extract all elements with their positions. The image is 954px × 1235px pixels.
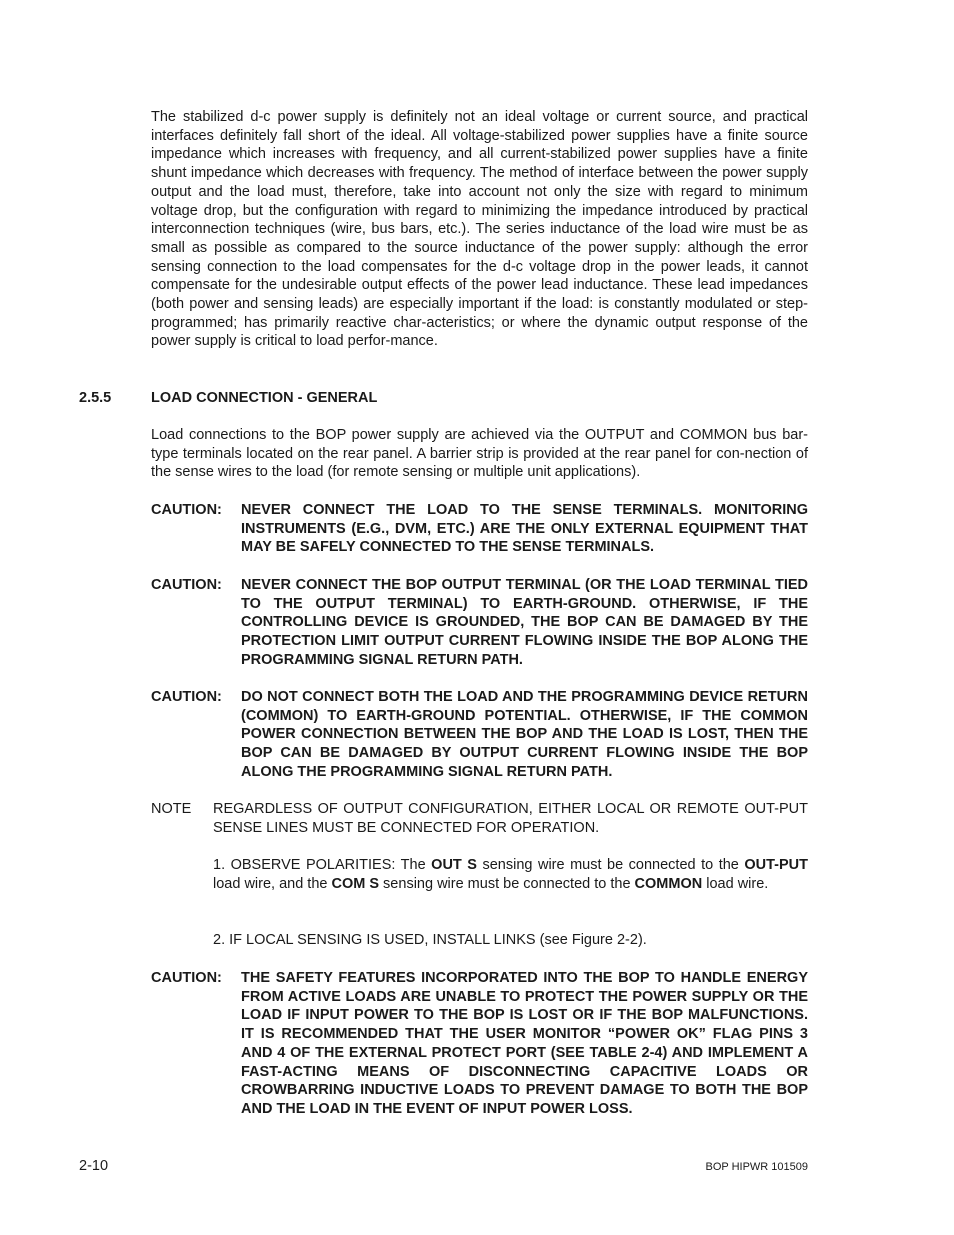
caution-text: NEVER CONNECT THE LOAD TO THE SENSE TERMINALS. MONITORING INSTRUMENTS (E.G., DVM, ETC.) ARE THE ONLY EXTERNAL EQUIPMENT THAT MAY BE SAFELY CONNECTED TO THE SENSE TERMINALS. [241,502,808,556]
note-label: NOTE [151,801,192,817]
page-number: 2-10 [79,1158,109,1174]
caution-label: CAUTION: [151,970,222,986]
intro-paragraph: The stabilized d-c power supply is definitely not an ideal voltage or current source, and practical interfaces definitely fall short of the ideal. All voltage-stabilized power supplies have a finite source impedance which increases with frequency, and all current-stabilized power supplies have a finite shunt impedance which decreases with frequency. The method of interface between the power supply output and the load must, therefore, take into account not only the size with regard to minimum voltage drop, but the configuration with regard to minimizing the impedance introduced by practical interconnection techniques (wire, bus bars, etc.). The series inductance of the load wire must be as small as possible as compared to the source inductance of the power supply: although the error sensing connection to the load compensates for the d-c voltage drop in the power leads, it cannot compensate for the undesirable output effects of the power lead inductance. These lead impedances (both power and sensing leads) are especially important if the load: is constantly modulated or step-programmed; has primarily reactive char-acteristics; or where the dynamic output response of the power supply is critical to load perfor-mance. [151,109,808,350]
caution-label: CAUTION: [151,577,222,593]
section-title: LOAD CONNECTION - GENERAL [151,390,378,406]
section-paragraph: Load connections to the BOP power supply are achieved via the OUTPUT and COMMON bus bar-type terminals located on the rear panel. A barrier strip is provided at the rear panel for con-nection of the sense wires to the load (for remote sensing or multiple unit applications). [151,427,808,481]
document-id: BOP HIPWR 101509 [705,1161,808,1173]
caution-label: CAUTION: [151,502,222,518]
step-local-sensing: 2. IF LOCAL SENSING IS USED, INSTALL LINKS (see Figure 2-2). [213,932,647,948]
note-block [151,800,808,837]
out-s-term: OUT S [431,857,477,873]
caution-text: DO NOT CONNECT BOTH THE LOAD AND THE PROGRAMMING DEVICE RETURN (COMMON) TO EARTH-GROUND POTENTIAL. OTHERWISE, IF THE COMMON POWER CONNECTION BETWEEN THE BOP AND THE LOAD IS LOST, THEN THE BOP CAN BE DAMAGED BY OUTPUT CURRENT FLOWING INSIDE THE BOP ALONG THE PROGRAMMING SIGNAL RETURN PATH. [241,689,808,780]
section-heading [79,389,377,408]
caution-text: THE SAFETY FEATURES INCORPORATED INTO THE BOP TO HANDLE ENERGY FROM ACTIVE LOADS ARE UNABLE TO PROTECT THE POWER SUPPLY OR THE LOAD IF INPUT POWER TO THE BOP IS LOST OR IF THE BOP MALFUNCTIONS. IT IS RECOMMENDED THAT THE USER MONITOR “POWER OK” FLAG PINS 3 AND 4 OF THE EXTERNAL PROTECT PORT (SEE TABLE 2-4) AND IMPLEMENT A FAST-ACTING MEANS OF DISCONNECTING CAPACITIVE LOADS OR CROWBARRING INDUCTIVE LOADS TO PREVENT DAMAGE TO BOTH THE BOP AND THE LOAD IN THE EVENT OF INPUT POWER LOSS. [241,970,808,1117]
caution-block [151,501,808,557]
caution-block [151,576,808,670]
output-term: OUT-PUT [744,857,808,873]
caution-block [151,969,808,1119]
step-observe-polarities: 1. OBSERVE POLARITIES: The OUT S sensing wire must be connected to the OUT-PUT load wire, and the COM S sensing wire must be connected to the COMMON load wire. [213,857,808,892]
caution-text: NEVER CONNECT THE BOP OUTPUT TERMINAL (OR THE LOAD TERMINAL TIED TO THE OUTPUT TERMINAL) TO EARTH-GROUND. OTHERWISE, IF THE CONTROLLING DEVICE IS GROUNDED, THE BOP CAN BE DAMAGED BY THE PROTECTION LIMIT OUTPUT CURRENT FLOWING INSIDE THE BOP ALONG THE PROGRAMMING SIGNAL RETURN PATH. [241,577,808,668]
caution-block [151,688,808,782]
common-term: COMMON [634,875,703,892]
section-number: 2.5.5 [79,390,112,406]
caution-label: CAUTION: [151,689,222,705]
note-text: REGARDLESS OF OUTPUT CONFIGURATION, EITHER LOCAL OR REMOTE OUT-PUT SENSE LINES MUST BE CONNECTED FOR OPERATION. [213,801,808,836]
com-s-term: COM S [331,875,380,892]
